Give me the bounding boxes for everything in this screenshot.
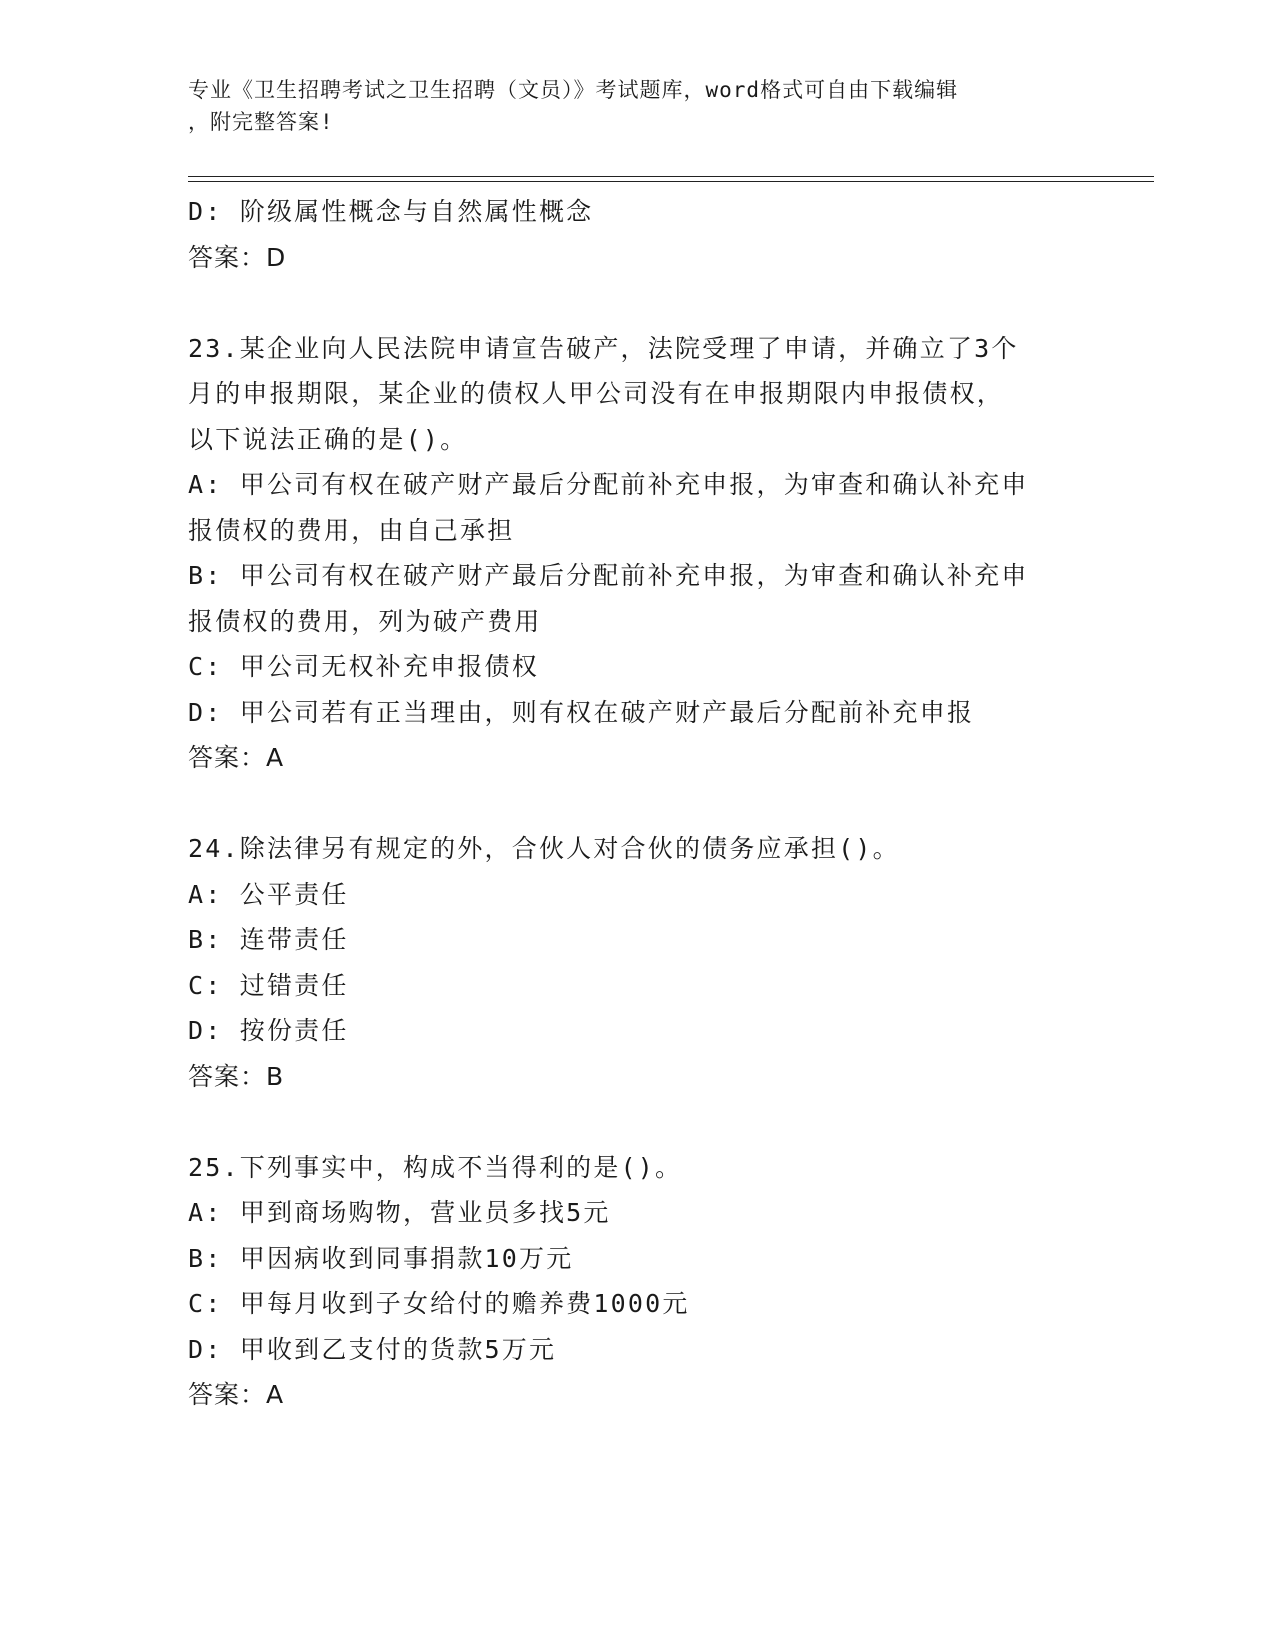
header-divider-top: [188, 176, 1154, 177]
header-line-2: ，附完整答案!: [188, 110, 334, 134]
question-stem: 24.除法律另有规定的外，合伙人对合伙的债务应承担()。: [188, 834, 900, 863]
option-d: D: 按份责任: [188, 1016, 349, 1045]
spacer: [188, 280, 1088, 326]
header-line-1: 专业《卫生招聘考试之卫生招聘（文员）》考试题库，word格式可自由下载编辑: [188, 78, 959, 102]
question-25: [188, 1145, 1088, 1418]
option-a: A: 甲到商场购物，营业员多找5元: [188, 1198, 611, 1227]
option-c: C: 过错责任: [188, 970, 349, 1000]
answer-label: 答案：A: [188, 1380, 285, 1409]
answer-label: 答案：A: [188, 743, 285, 772]
header-divider-bottom: [188, 181, 1154, 182]
question-stem: 23.某企业向人民法院申请宣告破产，法院受理了申请，并确立了3个: [188, 333, 1019, 363]
question-24: [188, 826, 1088, 1099]
option-a: A: 甲公司有权在破产财产最后分配前补充申报，为审查和确认补充申: [188, 470, 1029, 499]
option-b: B: 连带责任: [188, 925, 349, 954]
option-b: B: 甲因病收到同事捐款10万元: [188, 1243, 574, 1273]
option-d: D: 阶级属性概念与自然属性概念: [188, 197, 594, 226]
question-stem: 以下说法正确的是()。: [188, 424, 468, 454]
spacer: [188, 1099, 1088, 1145]
question-23: [188, 326, 1088, 781]
option-c: C: 甲公司无权补充申报债权: [188, 652, 539, 681]
previous-question-tail: [188, 189, 1088, 280]
question-content: [188, 189, 1088, 1418]
option-a: A: 公平责任: [188, 879, 349, 909]
option-d: D: 甲收到乙支付的货款5万元: [188, 1334, 557, 1364]
option-a-continued: 报债权的费用，由自己承担: [188, 515, 515, 545]
document-header: [188, 74, 1088, 138]
spacer: [188, 781, 1088, 827]
question-stem: 月的申报期限，某企业的债权人甲公司没有在申报期限内申报债权，: [188, 379, 1005, 408]
option-d: D: 甲公司若有正当理由，则有权在破产财产最后分配前补充申报: [188, 697, 975, 727]
answer-label: 答案：B: [188, 1061, 285, 1091]
option-c: C: 甲每月收到子女给付的赡养费1000元: [188, 1289, 690, 1318]
option-b-continued: 报债权的费用，列为破产费用: [188, 606, 542, 636]
option-b: B: 甲公司有权在破产财产最后分配前补充申报，为审查和确认补充申: [188, 561, 1029, 590]
answer-label: 答案：D: [188, 242, 287, 272]
question-stem: 25.下列事实中，构成不当得利的是()。: [188, 1152, 683, 1182]
